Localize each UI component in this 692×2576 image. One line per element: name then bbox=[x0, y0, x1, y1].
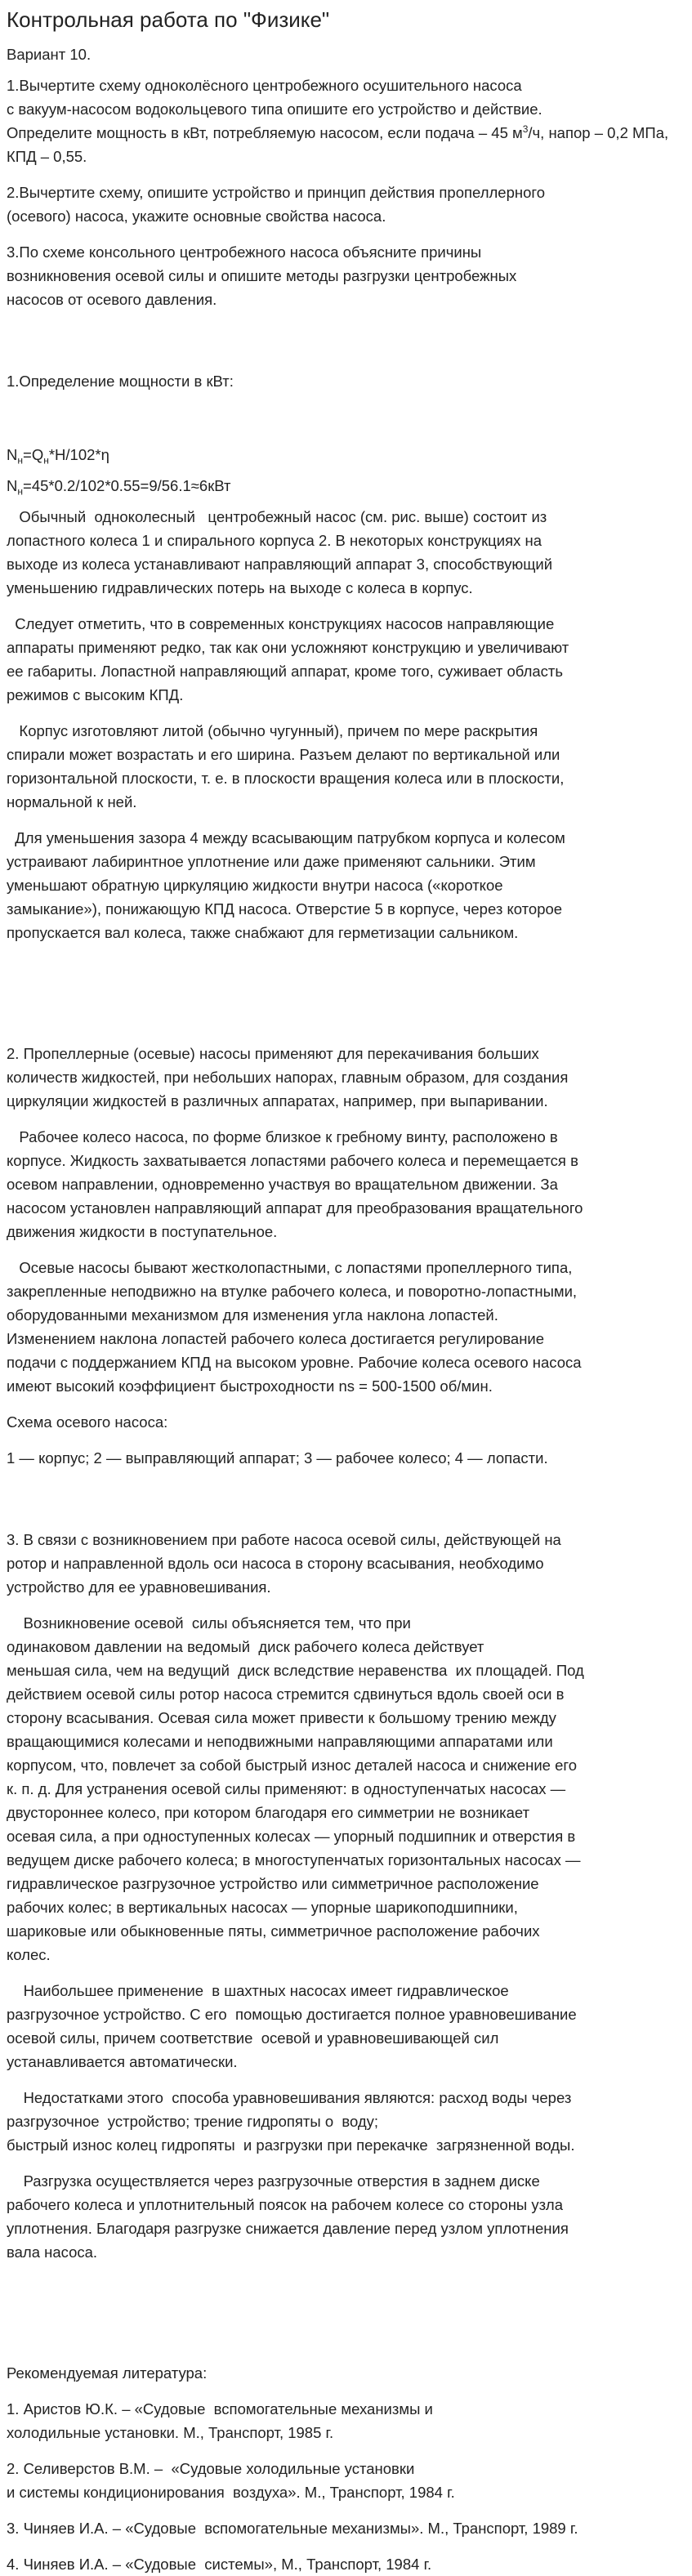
text-line: осевая сила, а при одноступенных колесах — упорный подшипник и отверстия в bbox=[7, 1828, 576, 1845]
variant-label: Вариант 10. bbox=[7, 46, 92, 63]
text-line: 2. Пропеллерные (осевые) насосы применяют для перекачивания больших bbox=[7, 1045, 539, 1062]
text-line: оборудованными механизмом для изменения угла наклона лопастей. bbox=[7, 1306, 498, 1324]
paragraph bbox=[7, 1042, 685, 1113]
text-line: рабочих колес; в вертикальных насосах — упорные шарикоподшипники, bbox=[7, 1899, 518, 1916]
text-line: шариковые или обыкновенные пяты, симметричное расположение рабочих bbox=[7, 1922, 540, 1940]
text-line: вращающимися колесами и неподвижными направляющими аппаратами или bbox=[7, 1733, 553, 1750]
text-line: аппараты применяют редко, так как они усложняют конструкцию и увеличивают bbox=[7, 639, 569, 656]
text-line: корпусом, что, повлечет за собой быстрый износ деталей насоса и снижение его bbox=[7, 1757, 578, 1774]
section-2-paragraphs bbox=[7, 1042, 685, 1398]
spacer bbox=[7, 405, 685, 443]
section-1-heading: 1.Определение мощности в кВт: bbox=[7, 373, 234, 390]
text-line: вала насоса. bbox=[7, 2243, 98, 2261]
paragraph bbox=[7, 505, 685, 600]
literature-list bbox=[7, 2397, 685, 2576]
spacer bbox=[7, 324, 685, 369]
text-line: двустороннее колесо, при котором благодаря его симметрии не возникает bbox=[7, 1804, 530, 1821]
task-3 bbox=[7, 240, 685, 311]
text-line: лопастного колеса 1 и спирального корпуса 2. В некоторых конструкциях на bbox=[7, 532, 542, 549]
text-line: рабочего колеса и уплотнительный поясок на рабочем колесе со стороны узла bbox=[7, 2196, 563, 2213]
text-line: нормальной к ней. bbox=[7, 793, 137, 810]
paragraph bbox=[7, 1125, 685, 1243]
literature-item bbox=[7, 2457, 685, 2504]
task-3-line-3: насосов от осевого давления. bbox=[7, 291, 217, 308]
paragraph bbox=[7, 719, 685, 814]
task-3-line-2: возникновения осевой силы и опишите методы разгрузки центробежных bbox=[7, 267, 517, 284]
paragraph bbox=[7, 612, 685, 707]
task-1-line-3-tail: /ч, напор – 0,2 МПа, КПД – 0,55. bbox=[7, 124, 669, 165]
page-title: Контрольная работа по "Физике" bbox=[7, 7, 330, 32]
task-1-line-2: с вакуум-насосом водокольцевого типа опишите его устройство и действие. bbox=[7, 100, 542, 118]
task-1 bbox=[7, 74, 685, 168]
text-line: гидравлическое разгрузочное устройство или симметричное расположение bbox=[7, 1875, 539, 1892]
literature-item bbox=[7, 2516, 685, 2540]
paragraph bbox=[7, 1256, 685, 1398]
paragraph bbox=[7, 2086, 685, 2157]
text-line: уменьшению гидравлических потерь на выходе с колеса в корпус. bbox=[7, 579, 473, 596]
text-line: устанавливается автоматически. bbox=[7, 2053, 238, 2070]
literature-item bbox=[7, 2397, 685, 2444]
spacer bbox=[7, 957, 685, 1042]
paragraph bbox=[7, 826, 685, 944]
section-1-paragraphs bbox=[7, 505, 685, 944]
spacer bbox=[7, 1482, 685, 1528]
task-2-line-2: (осевого) насоса, укажите основные свойства насоса. bbox=[7, 208, 386, 225]
spacer bbox=[7, 2276, 685, 2361]
task-1-line-1: 1.Вычертите схему одноколёсного центробежного осушительного насоса bbox=[7, 77, 522, 94]
section-3-paragraphs bbox=[7, 1528, 685, 2264]
text-line: горизонтальной плоскости, т. е. в плоскости вращения колеса или в плоскости, bbox=[7, 770, 565, 787]
text-line: сторону всасывания. Осевая сила может привести к большому трению между bbox=[7, 1709, 556, 1726]
text-line: корпусе. Жидкость захватывается лопастями рабочего колеса и перемещается в bbox=[7, 1152, 578, 1169]
power-calculation: $N_н=45*0.2/102*0.55=9/56.1\approx 6кВт$ bbox=[7, 477, 231, 498]
axial-pump-scheme-legend: 1 — корпус; 2 — выправляющий аппарат; 3 — рабочее колесо; 4 — лопасти. bbox=[7, 1449, 548, 1467]
task-3-line-1: 3.По схеме консольного центробежного насоса объясните причины bbox=[7, 243, 482, 261]
text-line: закрепленные неподвижно на втулке рабочего колеса, и поворотно-лопастными, bbox=[7, 1283, 578, 1300]
literature-heading: Рекомендуемая литература: bbox=[7, 2364, 208, 2382]
text-line: режимов с высоким КПД. bbox=[7, 686, 184, 703]
text-line: одинаковом давлении на ведомый диск рабочего колеса действует bbox=[7, 1638, 484, 1655]
text-line: быстрый износ колец гидропяты и разгрузки при перекачке загрязненной воды. bbox=[7, 2136, 575, 2154]
axial-pump-scheme-title: Схема осевого насоса: bbox=[7, 1413, 168, 1431]
text-line: имеют высокий коэффициент быстроходности ns = 500-1500 об/мин. bbox=[7, 1377, 493, 1395]
text-line: Рабочее колесо насоса, по форме близкое к гребному винту, расположено в bbox=[7, 1128, 558, 1145]
task-1-line-3: Определите мощность в кВт, потребляемую насосом, если подача – 45 м bbox=[7, 124, 523, 141]
text-line: меньшая сила, чем на ведущий диск вследствие неравенства их площадей. Под bbox=[7, 1662, 584, 1679]
literature-item bbox=[7, 2552, 685, 2576]
text-line: 1. Аристов Ю.К. – «Судовые вспомогательные механизмы и bbox=[7, 2400, 433, 2418]
text-line: устройство для ее уравновешивания. bbox=[7, 1578, 271, 1596]
text-line: и системы кондиционирования воздуха». М., Транспорт, 1984 г. bbox=[7, 2484, 455, 2501]
text-line: Разгрузка осуществляется через разгрузочные отверстия в заднем диске bbox=[7, 2172, 540, 2190]
text-line: 3. В связи с возникновением при работе насоса осевой силы, действующей на bbox=[7, 1531, 561, 1548]
paragraph bbox=[7, 1979, 685, 2074]
text-line: циркуляции жидкостей в различных аппаратах, например, при выпаривании. bbox=[7, 1092, 548, 1109]
text-line: Следует отметить, что в современных конструкциях насосов направляющие bbox=[7, 615, 555, 632]
text-line: выходе из колеса устанавливают направляющий аппарат 3, способствующий bbox=[7, 556, 553, 573]
text-line: разгрузочное устройство; трение гидропяты о воду; bbox=[7, 2113, 379, 2130]
text-line: Корпус изготовляют литой (обычно чугунный), причем по мере раскрытия bbox=[7, 722, 538, 739]
text-line: осевой силы, причем соответствие осевой и уравновешивающей сил bbox=[7, 2029, 499, 2047]
paragraph bbox=[7, 1528, 685, 1599]
text-line: холодильные установки. М., Транспорт, 1985 г. bbox=[7, 2424, 334, 2441]
text-line: действием осевой силы ротор насоса стремится сдвинуться вдоль своей оси в bbox=[7, 1685, 565, 1703]
power-formula: $N_н=Q_н*H/102*\eta$ bbox=[7, 446, 109, 467]
text-line: разгрузочное устройство. С его помощью достигается полное уравновешивание bbox=[7, 2006, 577, 2023]
text-line: Для уменьшения зазора 4 между всасывающим патрубком корпуса и колесом bbox=[7, 829, 565, 846]
text-line: Осевые насосы бывают жестколопастными, с лопастями пропеллерного типа, bbox=[7, 1259, 573, 1276]
text-line: устраивают лабиринтное уплотнение или даже применяют сальники. Этим bbox=[7, 853, 536, 870]
text-line: ведущем диске рабочего колеса; в многоступенчатых горизонтальных насосах — bbox=[7, 1851, 581, 1868]
cubic-superscript: 3 bbox=[522, 123, 529, 135]
text-line: 3. Чиняев И.А. – «Судовые вспомогательные механизмы». М., Транспорт, 1989 г. bbox=[7, 2520, 578, 2537]
text-line: уплотнения. Благодаря разгрузке снижается давление перед узлом уплотнения bbox=[7, 2220, 569, 2237]
text-line: Наибольшее применение в шахтных насосах имеет гидравлическое bbox=[7, 1982, 509, 1999]
paragraph bbox=[7, 2169, 685, 2264]
text-line: осевом направлении, одновременно участвуя во вращательном движении. За bbox=[7, 1176, 558, 1193]
text-line: спирали может возрастать и его ширина. Разъем делают по вертикальной или bbox=[7, 746, 560, 763]
text-line: замыкание»), понижающую КПД насоса. Отверстие 5 в корпусе, через которое bbox=[7, 900, 563, 917]
text-line: пропускается вал колеса, также снабжают для герметизации сальником. bbox=[7, 924, 519, 941]
text-line: ее габариты. Лопастной направляющий аппарат, кроме того, суживает область bbox=[7, 663, 564, 680]
paragraph bbox=[7, 1611, 685, 1967]
text-line: 4. Чиняев И.А. – «Судовые системы», М., Транспорт, 1984 г. bbox=[7, 2556, 432, 2573]
text-line: Изменением наклона лопастей рабочего колеса достигается регулирование bbox=[7, 1330, 545, 1347]
text-line: Недостатками этого способа уравновешивания являются: расход воды через bbox=[7, 2089, 572, 2106]
text-line: Обычный одноколесный центробежный насос (см. рис. выше) состоит из bbox=[7, 508, 547, 525]
text-line: количеств жидкостей, при небольших напорах, главным образом, для создания bbox=[7, 1069, 569, 1086]
text-line: 2. Селиверстов В.М. – «Судовые холодильные установки bbox=[7, 2460, 415, 2477]
text-line: насосом установлен направляющий аппарат для преобразования вращательного bbox=[7, 1199, 583, 1217]
text-line: Возникновение осевой силы объясняется тем, что при bbox=[7, 1614, 411, 1632]
task-2-line-1: 2.Вычертите схему, опишите устройство и принцип действия пропеллерного bbox=[7, 184, 545, 201]
task-2 bbox=[7, 181, 685, 228]
text-line: подачи с поддержанием КПД на высоком уровне. Рабочие колеса осевого насоса bbox=[7, 1354, 582, 1371]
text-line: уменьшают обратную циркуляцию жидкости внутри насоса («короткое bbox=[7, 877, 503, 894]
text-line: движения жидкости в поступательное. bbox=[7, 1223, 278, 1240]
text-line: к. п. д. Для устранения осевой силы применяют: в одноступенчатых насосах — bbox=[7, 1780, 566, 1797]
text-line: ротор и направленной вдоль оси насоса в сторону всасывания, необходимо bbox=[7, 1555, 544, 1572]
text-line: колес. bbox=[7, 1946, 51, 1963]
